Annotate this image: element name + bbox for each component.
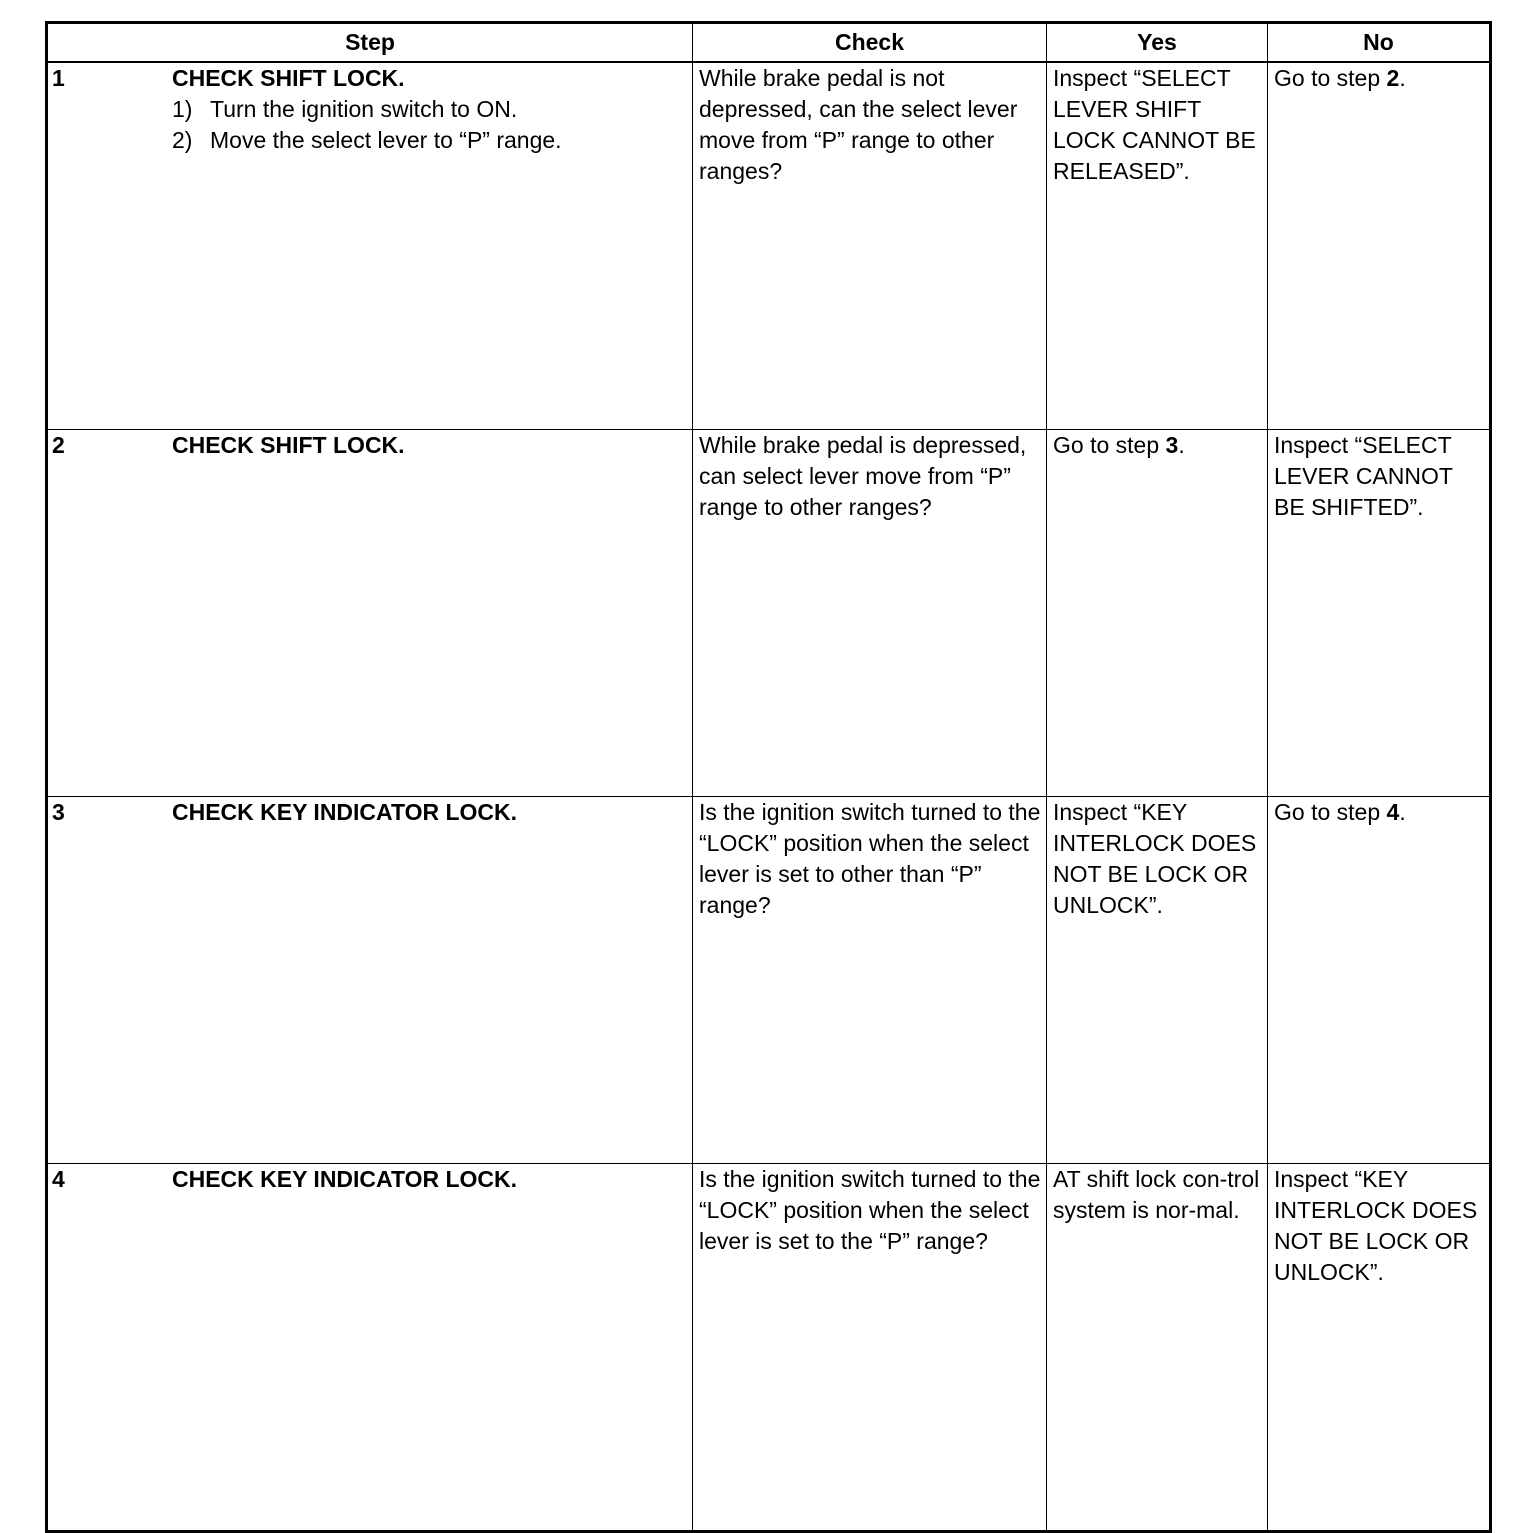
header-yes: Yes — [1047, 23, 1268, 63]
table-row — [47, 797, 1491, 1164]
yes-text-main: Go to step — [1053, 432, 1166, 458]
substep-text: Turn the ignition switch to ON. — [210, 96, 518, 122]
yes-text — [1047, 63, 1267, 187]
yes-step-ref: 3 — [1165, 432, 1179, 458]
check-text: While brake pedal is depressed, can select lever move from “P” range to other ranges? — [699, 432, 1027, 520]
check-cell — [693, 797, 1047, 1164]
yes-text-main: AT shift lock con-trol system is nor-mal. — [1053, 1166, 1260, 1223]
step-cell — [47, 62, 693, 430]
no-text — [1268, 797, 1489, 828]
diagnostic-table — [45, 21, 1492, 1533]
no-text-main: Inspect “KEY INTERLOCK DOES NOT BE LOCK OR UNLOCK”. — [1274, 1166, 1478, 1285]
yes-cell — [1047, 1164, 1268, 1532]
no-text-main: Go to step — [1274, 799, 1387, 825]
step-cell — [47, 797, 693, 1164]
substep-text: Move the select lever to “P” range. — [210, 127, 562, 153]
check-text: While brake pedal is not depressed, can the select lever move from “P” range to other ranges? — [699, 65, 1018, 184]
step-title: CHECK SHIFT LOCK. — [172, 65, 405, 91]
no-text — [1268, 63, 1489, 94]
yes-cell — [1047, 62, 1268, 430]
step-number: 4 — [52, 1166, 65, 1192]
yes-text — [1047, 797, 1267, 921]
no-step-ref: 2 — [1386, 65, 1400, 91]
header-check: Check — [693, 23, 1047, 63]
no-cell — [1268, 62, 1491, 430]
check-text: Is the ignition switch turned to the “LOCK” position when the select lever is set to the “P” range? — [699, 1166, 1041, 1254]
header-no: No — [1268, 23, 1491, 63]
no-text-end: . — [1399, 65, 1406, 91]
no-text-end: . — [1399, 799, 1406, 825]
no-text-main: Inspect “SELECT LEVER CANNOT BE SHIFTED”. — [1274, 432, 1453, 520]
no-text — [1268, 1164, 1489, 1288]
no-cell — [1268, 430, 1491, 797]
step-title: CHECK SHIFT LOCK. — [172, 432, 405, 458]
no-text-main: Go to step — [1274, 65, 1387, 91]
header-row — [47, 23, 1491, 63]
yes-text-main: Inspect “KEY INTERLOCK DOES NOT BE LOCK OR UNLOCK”. — [1053, 799, 1257, 918]
yes-text — [1047, 430, 1267, 461]
step-title: CHECK KEY INDICATOR LOCK. — [172, 799, 518, 825]
substep-number: 2) — [172, 127, 193, 153]
step-cell — [47, 1164, 693, 1532]
step-title: CHECK KEY INDICATOR LOCK. — [172, 1166, 518, 1192]
header-step: Step — [47, 23, 693, 63]
table-row — [47, 62, 1491, 430]
yes-cell — [1047, 430, 1268, 797]
check-cell — [693, 62, 1047, 430]
check-cell — [693, 430, 1047, 797]
yes-text — [1047, 1164, 1267, 1226]
step-number: 3 — [52, 799, 65, 825]
yes-cell — [1047, 797, 1268, 1164]
table-row — [47, 1164, 1491, 1532]
check-text: Is the ignition switch turned to the “LOCK” position when the select lever is set to other than “P” range? — [699, 799, 1041, 918]
no-cell — [1268, 1164, 1491, 1532]
substep-number: 1) — [172, 96, 193, 122]
no-cell — [1268, 797, 1491, 1164]
step-number: 1 — [52, 65, 65, 91]
no-text — [1268, 430, 1489, 523]
check-cell — [693, 1164, 1047, 1532]
step-cell — [47, 430, 693, 797]
step-number: 2 — [52, 432, 65, 458]
substep — [172, 94, 686, 125]
yes-text-main: Inspect “SELECT LEVER SHIFT LOCK CANNOT BE RELEASED”. — [1053, 65, 1256, 184]
substep — [172, 125, 686, 156]
no-step-ref: 4 — [1386, 799, 1400, 825]
table-row — [47, 430, 1491, 797]
yes-text-end: . — [1178, 432, 1185, 458]
